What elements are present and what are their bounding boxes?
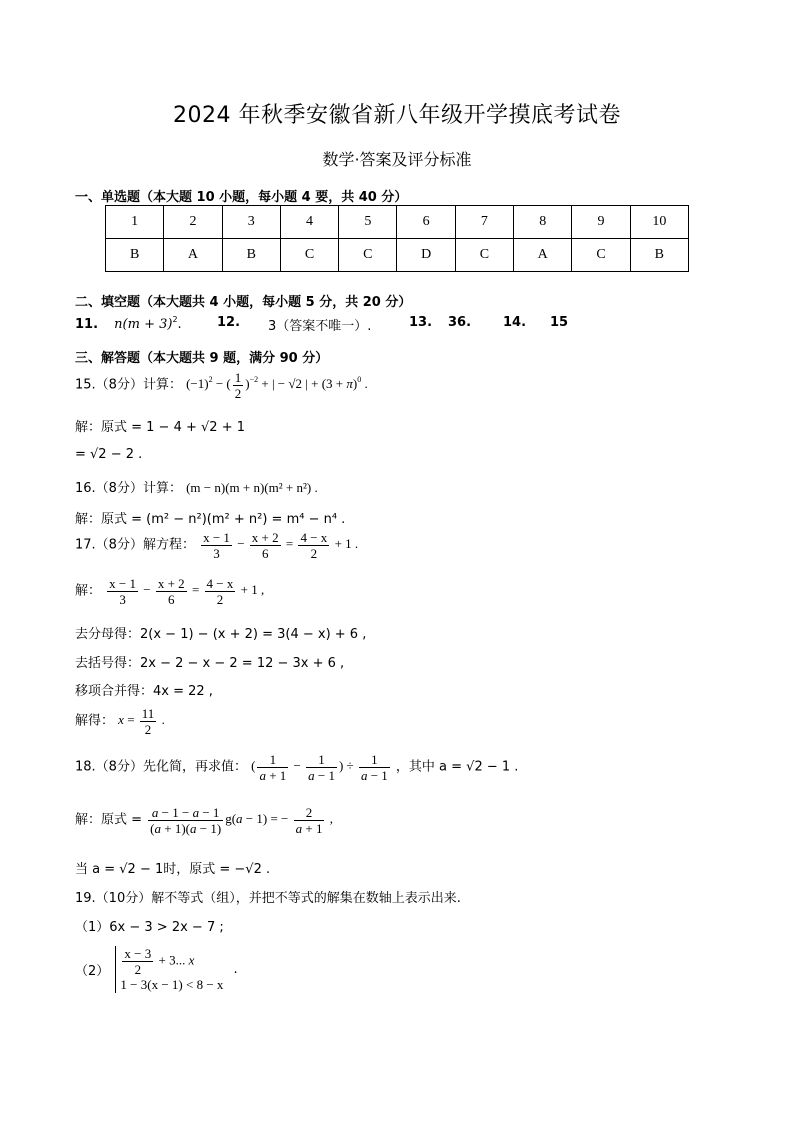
q18-question	[75, 752, 518, 783]
answer-table-number-cell: 4	[280, 206, 338, 239]
answer-table-number-cell: 8	[514, 206, 572, 239]
q15-label: 15.（8分）计算：	[75, 377, 182, 393]
q13-label: 13.	[409, 315, 433, 330]
answer-table-number-cell: 9	[572, 206, 630, 239]
fill-answers-row: 11. $n(m + 3)^2$.	[75, 315, 182, 332]
section2-heading: 二、填空题（本大题共 4 小题，每小题 5 分，共 20 分）	[75, 295, 412, 310]
section3-heading: 三、解答题（本大题共 9 题，满分 90 分）	[75, 351, 329, 366]
q17-step2: 去括号得：2x − 2 − x − 2 = 12 − 3x + 6 ,	[75, 656, 345, 671]
q11-exponent: 2	[172, 315, 178, 324]
answer-table-answer-cell: C	[455, 239, 513, 272]
q14-answer: 15	[550, 315, 569, 330]
q15-solution-step2: = √2 − 2 .	[75, 447, 143, 462]
answer-table-number-cell: 7	[455, 206, 513, 239]
answer-table-answer-cell: C	[572, 239, 630, 272]
q19-part2: （2） $\frac{x - 3}{2}$ + 3... x 1 − 3(x − 1) < 8 − x .	[75, 946, 238, 992]
q11-answer: n(m + 3)	[114, 317, 173, 332]
answer-table-number-cell: 10	[630, 206, 688, 239]
q19-part1: （1）6x − 3 > 2x − 7 ;	[75, 920, 224, 935]
q17-question	[75, 530, 358, 561]
answer-table-answer-cell: D	[397, 239, 455, 272]
answer-table-answer-cell: A	[164, 239, 222, 272]
q18-solution-prefix: 解：原式 =	[75, 812, 143, 828]
q15-expression: $(-1)^2$ − ( $\frac{1}{2}$ )$^{-2}$ + | − √2 | + $(3 + \pi)^0$ .	[186, 370, 368, 401]
answer-table-number-cell: 1	[106, 206, 164, 239]
q16-label: 16.（8分）计算：	[75, 481, 182, 496]
answer-table-answer-cell: A	[514, 239, 572, 272]
q18-solution: 解：原式 = $\frac{a - 1 - a - 1}{(a + 1)(a - 1)}$ g(a − 1) = − $\frac{2}{a + 1}$ ,	[75, 805, 333, 836]
q17-label: 17.（8分）解方程：	[75, 537, 195, 553]
q19-inequality-system: $\frac{x - 3}{2}$ + 3... x 1 − 3(x − 1) < 8 − x	[115, 946, 223, 993]
q14-label: 14.	[503, 315, 527, 330]
answer-table-number-row	[106, 206, 689, 239]
answer-table-answer-cell: B	[222, 239, 280, 272]
q17-equation-restated: $\frac{x - 1}{3}$ − $\frac{x + 2}{6}$ = $\frac{4 - x}{2}$ + 1 ,	[109, 576, 265, 607]
q16-expression: (m − n)(m + n)(m² + n²) .	[186, 480, 318, 495]
answer-table-number-cell: 3	[222, 206, 280, 239]
q18-expression: ( $\frac{1}{a + 1}$ − $\frac{1}{a - 1}$ ) ÷ $\frac{1}{a - 1}$	[251, 752, 388, 783]
answer-table-number-cell: 6	[397, 206, 455, 239]
q18-result: 当 a = √2 − 1时，原式 = −√2 .	[75, 862, 271, 877]
q15-question	[75, 370, 368, 401]
q17-step4: 解得： x = $\frac{11}{2}$ .	[75, 706, 165, 737]
q12-label: 12.	[217, 315, 241, 330]
q19-part2-label: （2）	[75, 964, 110, 979]
q17-solution-start: 解： $\frac{x - 1}{3}$ − $\frac{x + 2}{6}$ = $\frac{4 - x}{2}$ + 1 ,	[75, 576, 265, 607]
q17-equation: $\frac{x - 1}{3}$ − $\frac{x + 2}{6}$ = $\frac{4 - x}{2}$ + 1 .	[203, 530, 359, 561]
answer-table-number-cell: 2	[164, 206, 222, 239]
q11-label: 11.	[75, 317, 99, 332]
q15-solution-step1: 解：原式 = 1 − 4 + √2 + 1	[75, 420, 245, 435]
q12-answer: 3（答案不唯一）.	[268, 319, 372, 334]
answer-table-answer-cell: B	[630, 239, 688, 272]
q16-question	[75, 477, 318, 496]
answer-table-number-cell: 5	[339, 206, 397, 239]
q19-inequality-2: 1 − 3(x − 1) < 8 − x	[120, 977, 224, 992]
answer-table-answer-cell: B	[106, 239, 164, 272]
section1-heading: 一、单选题（本大题 10 小题，每小题 4 要，共 40 分）	[75, 190, 408, 205]
answer-table-answer-cell: C	[339, 239, 397, 272]
q19-question: 19.（10分）解不等式（组），并把不等式的解集在数轴上表示出来.	[75, 891, 461, 906]
q13-answer: 36.	[448, 315, 472, 330]
answer-table-answer-row	[106, 239, 689, 272]
page-subtitle: 数学·答案及评分标准	[322, 150, 472, 169]
q17-step4-prefix: 解得：	[75, 713, 115, 729]
q17-step3: 移项合并得：4x = 22 ,	[75, 684, 213, 699]
q16-solution: 解：原式 = (m² − n²)(m² + n²) = m⁴ − n⁴ .	[75, 512, 346, 527]
answer-table-answer-cell: C	[280, 239, 338, 272]
answer-table	[105, 205, 689, 272]
q18-condition: ，其中 a = √2 − 1 .	[395, 759, 519, 775]
page-title: 2024 年秋季安徽省新八年级开学摸底考试卷	[173, 103, 621, 128]
q17-step1: 去分母得：2(x − 1) − (x + 2) = 3(4 − x) + 6 ,	[75, 627, 367, 642]
q18-label: 18.（8分）先化简，再求值：	[75, 759, 247, 775]
